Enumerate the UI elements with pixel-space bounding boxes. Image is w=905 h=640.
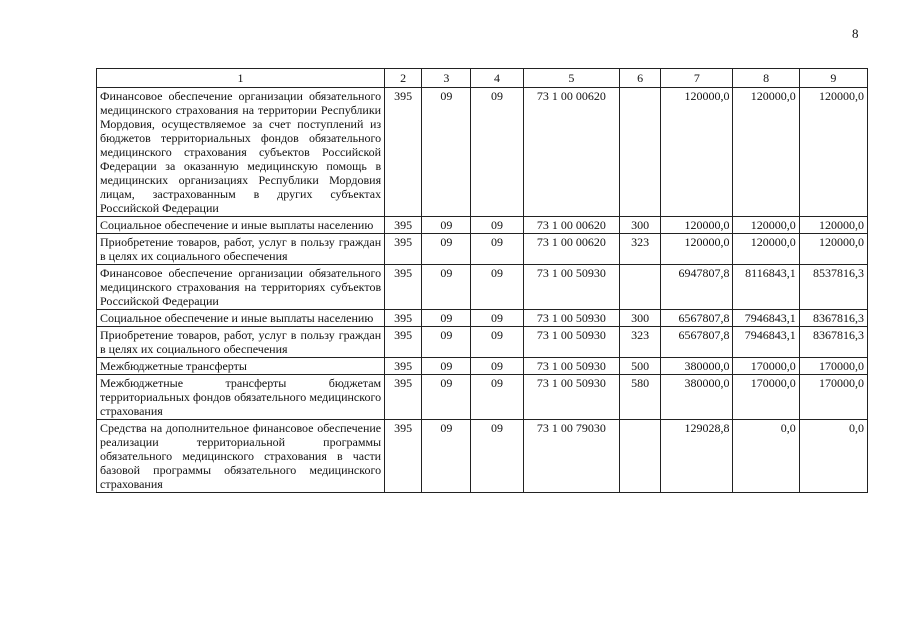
expense-name-cell: Межбюджетные трансферты bbox=[97, 358, 385, 375]
target-article-cell: 73 1 00 50930 bbox=[523, 327, 619, 358]
amount-year2-cell: 0,0 bbox=[733, 420, 799, 493]
amount-year3-cell: 8367816,3 bbox=[799, 327, 867, 358]
column-header: 4 bbox=[471, 69, 523, 88]
table-row bbox=[97, 310, 868, 327]
section-code-cell: 09 bbox=[422, 217, 471, 234]
expense-name-cell: Социальное обеспечение и иные выплаты населению bbox=[97, 310, 385, 327]
section-code-cell: 09 bbox=[422, 265, 471, 310]
ministry-code-cell: 395 bbox=[385, 310, 422, 327]
target-article-cell: 73 1 00 00620 bbox=[523, 234, 619, 265]
target-article-cell: 73 1 00 50930 bbox=[523, 358, 619, 375]
section-code-cell: 09 bbox=[422, 420, 471, 493]
subsection-code-cell: 09 bbox=[471, 265, 523, 310]
target-article-cell: 73 1 00 79030 bbox=[523, 420, 619, 493]
amount-year2-cell: 170000,0 bbox=[733, 375, 799, 420]
ministry-code-cell: 395 bbox=[385, 265, 422, 310]
amount-year2-cell: 7946843,1 bbox=[733, 327, 799, 358]
expense-type-cell: 323 bbox=[620, 234, 661, 265]
subsection-code-cell: 09 bbox=[471, 420, 523, 493]
table-row bbox=[97, 358, 868, 375]
expense-name-cell: Межбюджетные трансферты бюджетам территориальных фондов обязательного медицинского страхования bbox=[97, 375, 385, 420]
amount-year1-cell: 129028,8 bbox=[661, 420, 733, 493]
expense-type-cell bbox=[620, 265, 661, 310]
amount-year1-cell: 120000,0 bbox=[661, 217, 733, 234]
table-row bbox=[97, 327, 868, 358]
expense-name-cell: Приобретение товаров, работ, услуг в пользу граждан в целях их социального обеспечения bbox=[97, 327, 385, 358]
amount-year1-cell: 6567807,8 bbox=[661, 310, 733, 327]
expense-name-cell: Финансовое обеспечение организации обязательного медицинского страхования на территориях субъектов Российской Федерации bbox=[97, 265, 385, 310]
expense-type-cell: 300 bbox=[620, 217, 661, 234]
ministry-code-cell: 395 bbox=[385, 358, 422, 375]
amount-year3-cell: 120000,0 bbox=[799, 88, 867, 217]
expense-type-cell: 580 bbox=[620, 375, 661, 420]
amount-year2-cell: 7946843,1 bbox=[733, 310, 799, 327]
ministry-code-cell: 395 bbox=[385, 327, 422, 358]
section-code-cell: 09 bbox=[422, 310, 471, 327]
amount-year2-cell: 120000,0 bbox=[733, 88, 799, 217]
target-article-cell: 73 1 00 50930 bbox=[523, 310, 619, 327]
amount-year2-cell: 120000,0 bbox=[733, 217, 799, 234]
expense-type-cell: 500 bbox=[620, 358, 661, 375]
amount-year3-cell: 8367816,3 bbox=[799, 310, 867, 327]
column-header: 2 bbox=[385, 69, 422, 88]
subsection-code-cell: 09 bbox=[471, 327, 523, 358]
column-header: 3 bbox=[422, 69, 471, 88]
header-row bbox=[97, 69, 868, 88]
table-row bbox=[97, 420, 868, 493]
ministry-code-cell: 395 bbox=[385, 234, 422, 265]
table-row bbox=[97, 234, 868, 265]
expense-type-cell bbox=[620, 88, 661, 217]
column-header: 5 bbox=[523, 69, 619, 88]
expense-type-cell bbox=[620, 420, 661, 493]
table-row bbox=[97, 265, 868, 310]
column-header: 8 bbox=[733, 69, 799, 88]
amount-year3-cell: 120000,0 bbox=[799, 234, 867, 265]
expense-type-cell: 323 bbox=[620, 327, 661, 358]
subsection-code-cell: 09 bbox=[471, 88, 523, 217]
ministry-code-cell: 395 bbox=[385, 375, 422, 420]
table-row bbox=[97, 217, 868, 234]
amount-year3-cell: 120000,0 bbox=[799, 217, 867, 234]
amount-year1-cell: 380000,0 bbox=[661, 358, 733, 375]
amount-year1-cell: 6567807,8 bbox=[661, 327, 733, 358]
section-code-cell: 09 bbox=[422, 358, 471, 375]
expense-name-cell: Приобретение товаров, работ, услуг в пользу граждан в целях их социального обеспечения bbox=[97, 234, 385, 265]
section-code-cell: 09 bbox=[422, 88, 471, 217]
column-header: 1 bbox=[97, 69, 385, 88]
amount-year2-cell: 120000,0 bbox=[733, 234, 799, 265]
amount-year1-cell: 6947807,8 bbox=[661, 265, 733, 310]
column-header: 6 bbox=[620, 69, 661, 88]
target-article-cell: 73 1 00 50930 bbox=[523, 265, 619, 310]
subsection-code-cell: 09 bbox=[471, 217, 523, 234]
amount-year3-cell: 170000,0 bbox=[799, 358, 867, 375]
expense-name-cell: Финансовое обеспечение организации обязательного медицинского страхования на территории Республики Мордовия, осуществляемое за счет поступлений из бюджетов территориальных фондов обязательного медицинского страхования субъектов Российской Федерации за оказанную медицинскую помощь в медицинских организациях Республики Мордовия лицам, застрахованным в других субъектах Российской Федерации bbox=[97, 88, 385, 217]
section-code-cell: 09 bbox=[422, 234, 471, 265]
subsection-code-cell: 09 bbox=[471, 234, 523, 265]
amount-year1-cell: 120000,0 bbox=[661, 234, 733, 265]
expense-name-cell: Социальное обеспечение и иные выплаты населению bbox=[97, 217, 385, 234]
target-article-cell: 73 1 00 50930 bbox=[523, 375, 619, 420]
expense-type-cell: 300 bbox=[620, 310, 661, 327]
expense-name-cell: Средства на дополнительное финансовое обеспечение реализации территориальной программы обязательного медицинского страхования в части базовой программы обязательного медицинского страхования bbox=[97, 420, 385, 493]
section-code-cell: 09 bbox=[422, 327, 471, 358]
table-row bbox=[97, 88, 868, 217]
target-article-cell: 73 1 00 00620 bbox=[523, 88, 619, 217]
ministry-code-cell: 395 bbox=[385, 217, 422, 234]
subsection-code-cell: 09 bbox=[471, 358, 523, 375]
target-article-cell: 73 1 00 00620 bbox=[523, 217, 619, 234]
column-header: 9 bbox=[799, 69, 867, 88]
amount-year3-cell: 170000,0 bbox=[799, 375, 867, 420]
table-row bbox=[97, 375, 868, 420]
column-header: 7 bbox=[661, 69, 733, 88]
ministry-code-cell: 395 bbox=[385, 420, 422, 493]
subsection-code-cell: 09 bbox=[471, 375, 523, 420]
section-code-cell: 09 bbox=[422, 375, 471, 420]
budget-table bbox=[96, 68, 868, 493]
amount-year2-cell: 8116843,1 bbox=[733, 265, 799, 310]
amount-year1-cell: 380000,0 bbox=[661, 375, 733, 420]
amount-year2-cell: 170000,0 bbox=[733, 358, 799, 375]
page-number: 8 bbox=[852, 26, 859, 41]
amount-year1-cell: 120000,0 bbox=[661, 88, 733, 217]
ministry-code-cell: 395 bbox=[385, 88, 422, 217]
amount-year3-cell: 8537816,3 bbox=[799, 265, 867, 310]
amount-year3-cell: 0,0 bbox=[799, 420, 867, 493]
subsection-code-cell: 09 bbox=[471, 310, 523, 327]
